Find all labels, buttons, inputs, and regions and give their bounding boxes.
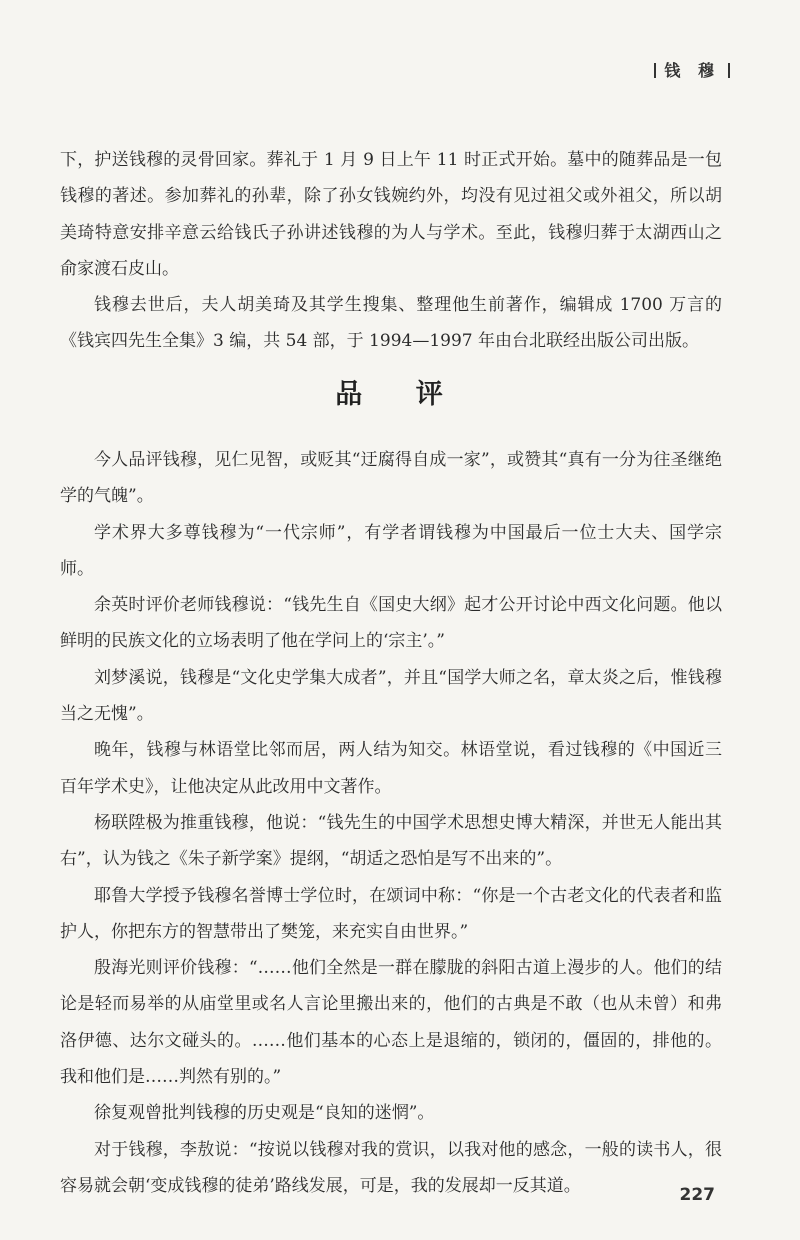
- header-divider-right: [728, 63, 730, 78]
- paragraph: 杨联陞极为推重钱穆，他说：“钱先生的中国学术思想史博大精深，并世无人能出其右”，认为钱之《朱子新学案》提纲，“胡适之恐怕是写不出来的”。: [60, 812, 722, 870]
- paragraph: 今人品评钱穆，见仁见智，或贬其“迂腐得自成一家”，或赞其“真有一分为往圣继绝学的气魄”。: [60, 450, 722, 507]
- paragraph: 耶鲁大学授予钱穆名誉博士学位时，在颂词中称：“你是一个古老文化的代表者和监护人，你把东方的智慧带出了樊笼，来充实自由世界。”: [60, 885, 722, 942]
- running-header: [646, 58, 738, 81]
- continued-text: [60, 142, 722, 360]
- page-number: 227: [679, 1185, 715, 1205]
- header-divider-left: [654, 63, 656, 78]
- paragraph: 徐复观曾批判钱穆的历史观是“良知的迷惘”。: [94, 1103, 435, 1124]
- paragraph: 晚年，钱穆与林语堂比邻而居，两人结为知交。林语堂说，看过钱穆的《中国近三百年学术史》，让他决定从此改用中文著作。: [60, 740, 722, 797]
- paragraph: 刘梦溪说，钱穆是“文化史学集大成者”，并且“国学大师之名，章太炎之后，惟钱穆当之无愧”。: [60, 667, 722, 725]
- paragraph: 余英时评价老师钱穆说：“钱先生自《国史大纲》起才公开讨论中西文化问题。他以鲜明的民族文化的立场表明了他在学问上的‘宗主’。”: [60, 595, 722, 652]
- section-heading: 品 评: [335, 379, 465, 410]
- running-title: 钱 穆: [664, 61, 720, 80]
- paragraph: 学术界大多尊钱穆为“一代宗师”，有学者谓钱穆为中国最后一位士大夫、国学宗师。: [60, 522, 722, 579]
- paragraph: 对于钱穆，李敖说：“按说以钱穆对我的赏识，以我对他的感念，一般的读书人，很容易就会朝‘变成钱穆的徒弟’路线发展，可是，我的发展却一反其道。: [60, 1139, 722, 1196]
- paragraph: 下，护送钱穆的灵骨回家。葬礼于 1 月 9 日上午 11 时正式开始。墓中的随葬品是一包钱穆的著述。参加葬礼的孙辈，除了孙女钱婉约外，均没有见过祖父或外祖父，所以胡美琦特意安排辛意云给钱氏子孙讲述钱穆的为人与学术。至此，钱穆归葬于太湖西山之俞家渡石皮山。: [60, 150, 722, 279]
- paragraph: 钱穆去世后，夫人胡美琦及其学生搜集、整理他生前著作，编辑成 1700 万言的《钱宾四先生全集》3 编，共 54 部，于 1994—1997 年由台北联经出版公司出版。: [60, 295, 722, 352]
- commentary-text: [60, 442, 722, 1204]
- paragraph: 殷海光则评价钱穆：“……他们全然是一群在朦胧的斜阳古道上漫步的人。他们的结论是轻而易举的从庙堂里或名人言论里搬出来的，他们的古典是不敢（也从未曾）和弗洛伊德、达尔文碰头的。……他们基本的心态上是退缩的，锁闭的，僵固的，排他的。我和他们是……判然有别的。”: [60, 958, 722, 1088]
